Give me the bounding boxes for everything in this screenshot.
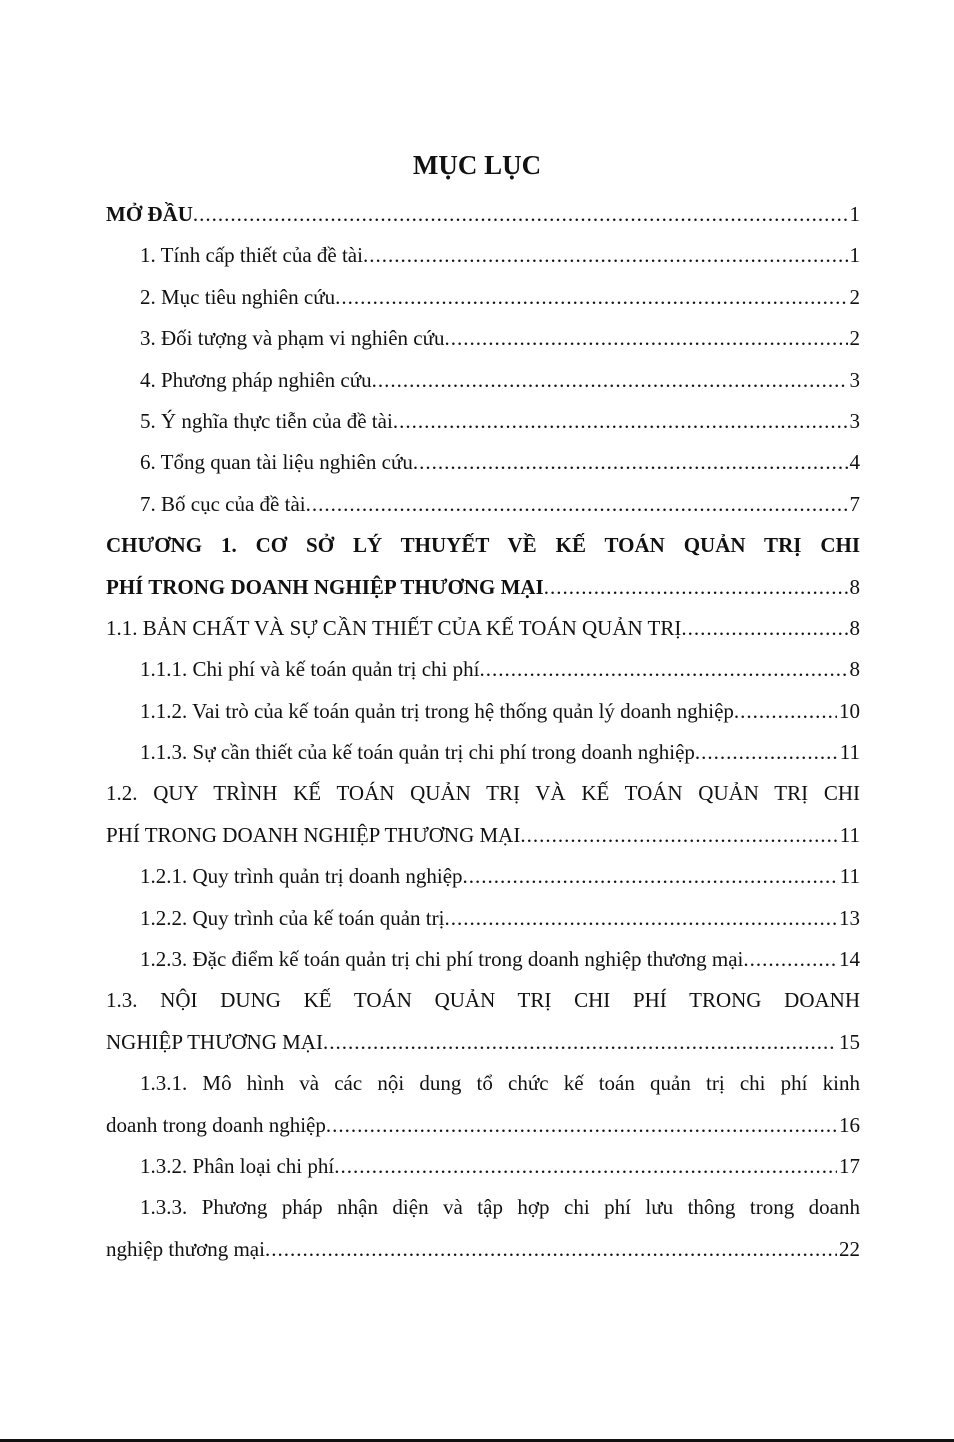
dot-leader [479,649,847,690]
dot-leader [445,318,848,359]
toc-entry[interactable] [106,401,860,442]
toc-entry-page: 1 [849,202,860,226]
toc-entry-title: 1.1. BẢN CHẤT VÀ SỰ CẦN THIẾT CỦA KẾ TOÁN QUẢN TRỊ [106,615,682,640]
dot-leader [544,567,848,608]
dot-leader [444,898,837,939]
toc-entry-page: 11 [839,822,860,847]
dot-leader [306,484,848,525]
toc-entry-title: 1.2.3. Đặc điểm kế toán quản trị chi phí trong doanh nghiệp thương mại [140,947,744,972]
toc-entry[interactable] [106,898,860,939]
dot-leader [265,1229,837,1270]
toc-entry[interactable] [106,980,860,1063]
toc-entry-page: 2 [849,284,860,309]
dot-leader [695,732,838,773]
dot-leader [363,235,848,276]
toc-entry-page: 2 [849,326,860,351]
toc-entry[interactable] [106,318,860,359]
toc-entry-page: 13 [839,905,860,930]
dot-leader [681,608,847,649]
table-of-contents [106,194,860,1270]
toc-entry-page: 4 [849,450,860,475]
toc-entry-title: 3. Đối tượng và phạm vi nghiên cứu [140,326,445,351]
toc-entry-page: 8 [849,574,860,599]
toc-entry[interactable] [106,939,860,980]
toc-entry-title-line1: 1.3. NỘI DUNG KẾ TOÁN QUẢN TRỊ CHI PHÍ TRONG DOANH [106,988,860,1013]
toc-entry[interactable] [106,525,860,608]
toc-entry-page: 11 [839,864,860,889]
dot-leader [413,442,848,483]
toc-entry-title: 5. Ý nghĩa thực tiễn của đề tài [140,408,393,433]
toc-entry[interactable] [106,1146,860,1187]
toc-entry-title: 1.1.2. Vai trò của kế toán quản trị trong hệ thống quản lý doanh nghiệp [140,698,734,723]
toc-entry[interactable] [106,691,860,732]
toc-entry[interactable] [106,608,860,649]
toc-entry-page: 8 [849,657,860,682]
toc-entry[interactable] [106,442,860,483]
toc-entry-page: 22 [839,1236,860,1261]
toc-entry-title: doanh trong doanh nghiệp [106,1112,326,1137]
toc-entry-title-line1: CHƯƠNG 1. CƠ SỞ LÝ THUYẾT VỀ KẾ TOÁN QUẢN TRỊ CHI [106,533,860,558]
dot-leader [326,1105,837,1146]
dot-leader [334,1146,837,1187]
toc-entry-page: 15 [839,1029,860,1054]
dot-leader [743,939,837,980]
dot-leader [520,815,837,856]
toc-entry-page: 1 [849,243,860,268]
dot-leader [393,401,848,442]
dot-leader [335,277,847,318]
toc-entry-page: 3 [849,367,860,392]
toc-entry[interactable] [106,360,860,401]
toc-entry-title: PHÍ TRONG DOANH NGHIỆP THƯƠNG MẠI [106,574,544,599]
toc-entry-title: 1.3.2. Phân loại chi phí [140,1153,335,1178]
dot-leader [463,856,838,897]
toc-entry[interactable] [106,277,860,318]
toc-entry-page: 14 [839,947,860,972]
toc-entry-title: 6. Tổng quan tài liệu nghiên cứu [140,450,413,475]
toc-entry-title: nghiệp thương mại [106,1236,265,1261]
toc-entry[interactable] [106,235,860,276]
dot-leader [734,691,837,732]
toc-entry-title: 1. Tính cấp thiết của đề tài [140,243,363,268]
toc-entry-page: 16 [839,1112,860,1137]
toc-entry-title: 4. Phương pháp nghiên cứu [140,367,372,392]
dot-leader [193,194,848,235]
toc-entry[interactable] [106,1063,860,1146]
toc-entry[interactable] [106,484,860,525]
toc-entry-title: PHÍ TRONG DOANH NGHIỆP THƯƠNG MẠI [106,822,521,847]
toc-title: MỤC LỤC [412,150,542,180]
toc-entry-title: 1.2.1. Quy trình quản trị doanh nghiệp [140,864,463,889]
toc-entry-title-line1: 1.3.1. Mô hình và các nội dung tổ chức kế toán quản trị chi phí kinh [140,1071,860,1096]
toc-entry-page: 3 [849,408,860,433]
dot-leader [323,1022,837,1063]
toc-entry[interactable] [106,773,860,856]
toc-entry-page: 8 [849,615,860,640]
toc-entry-title: 2. Mục tiêu nghiên cứu [140,284,336,309]
toc-entry-title: 1.2.2. Quy trình của kế toán quản trị [140,905,445,930]
toc-entry[interactable] [106,649,860,690]
toc-entry-title-line1: 1.2. QUY TRÌNH KẾ TOÁN QUẢN TRỊ VÀ KẾ TOÁN QUẢN TRỊ CHI [106,781,860,806]
toc-entry-title: 1.1.1. Chi phí và kế toán quản trị chi phí [140,657,480,682]
toc-entry-title-line1: 1.3.3. Phương pháp nhận diện và tập hợp chi phí lưu thông trong doanh [140,1195,860,1220]
toc-entry-title: MỞ ĐẦU [106,202,193,226]
toc-entry-page: 10 [839,698,860,723]
toc-entry[interactable] [106,194,860,235]
toc-entry-page: 17 [839,1153,860,1178]
toc-entry[interactable] [106,732,860,773]
toc-entry-page: 11 [839,740,860,765]
toc-entry[interactable] [106,1187,860,1270]
toc-entry-title: 7. Bố cục của đề tài [140,491,306,516]
dot-leader [372,360,848,401]
toc-entry-title: 1.1.3. Sự cần thiết của kế toán quản trị chi phí trong doanh nghiệp [140,740,695,765]
toc-entry-title: NGHIỆP THƯƠNG MẠI [106,1029,323,1054]
toc-entry[interactable] [106,856,860,897]
toc-entry-page: 7 [849,491,860,516]
